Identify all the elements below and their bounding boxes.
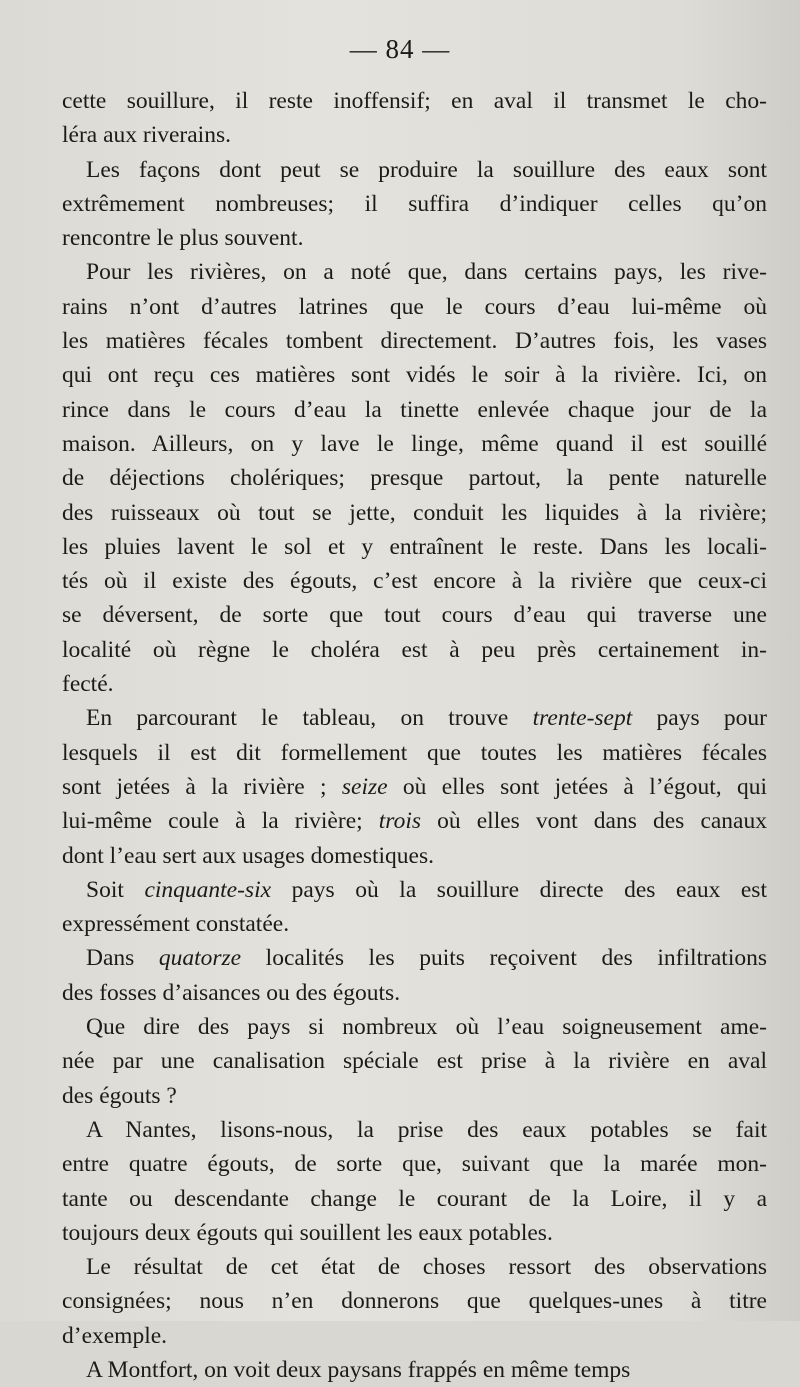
- page-number: — 84 —: [349, 34, 451, 64]
- italic-emphasis: seize: [341, 773, 388, 800]
- paragraph: [62, 701, 767, 872]
- text-line: [62, 118, 767, 152]
- text-line: [62, 187, 767, 221]
- text-segment: Le résultat de cet état de choses ressort des observations: [86, 1254, 767, 1281]
- text-line: [62, 770, 767, 804]
- text-segment: Que dire des pays si nombreux où l’eau soigneusement ame-: [86, 1014, 767, 1041]
- text-segment: cette souillure, il reste inoffensif; en aval il transmet le cho-: [62, 88, 767, 114]
- text-segment: où elles sont jetées à l’égout, qui: [387, 773, 767, 800]
- text-line: [62, 1182, 767, 1216]
- text-segment: des ruisseaux où tout se jette, conduit les liquides à la rivière;: [62, 499, 767, 526]
- text-segment: de déjections cholériques; presque partout, la pente naturelle: [62, 465, 767, 492]
- text-line: [62, 393, 767, 427]
- text-segment: rencontre le plus souvent.: [62, 225, 304, 252]
- text-line: [62, 221, 767, 255]
- text-line: [62, 564, 767, 598]
- text-line: [62, 153, 767, 187]
- text-segment: toujours deux égouts qui souillent les eaux potables.: [62, 1219, 553, 1246]
- text-line: [62, 976, 767, 1010]
- text-segment: localités les puits reçoivent des infiltrations: [241, 945, 767, 972]
- text-segment: Soit: [86, 876, 145, 903]
- text-segment: des fosses d’aisances ou des égouts.: [62, 979, 401, 1006]
- text-segment: localité où règne le choléra est à peu près certainement in-: [62, 636, 767, 663]
- italic-emphasis: trois: [378, 808, 421, 835]
- text-segment: se déversent, de sorte que tout cours d’eau qui traverse une: [62, 602, 767, 629]
- paragraph: [62, 1010, 767, 1113]
- text-segment: Pour les rivières, on a noté que, dans certains pays, les rive-: [86, 259, 767, 286]
- text-segment: extrêmement nombreuses; il suffira d’indiquer celles qu’on: [62, 190, 767, 217]
- text-line: [62, 598, 767, 632]
- text-segment: les matières fécales tombent directement. D’autres fois, les vases: [62, 328, 767, 355]
- paragraph: [62, 1113, 767, 1250]
- text-segment: les pluies lavent le sol et y entraînent le reste. Dans les locali-: [62, 533, 767, 560]
- text-segment: pays pour: [632, 705, 768, 732]
- text-segment: A Nantes, lisons-nous, la prise des eaux potables se fait: [86, 1116, 767, 1143]
- text-line: [62, 633, 767, 667]
- text-line: [62, 255, 767, 289]
- text-segment: entre quatre égouts, de sorte que, suivant que la marée mon-: [62, 1151, 767, 1178]
- text-line: [62, 1319, 767, 1353]
- text-line: [62, 873, 767, 907]
- text-segment: lui-même coule à la rivière;: [62, 808, 379, 835]
- text-line: [62, 1250, 767, 1284]
- text-segment: Dans: [86, 945, 159, 972]
- paragraph: [62, 1250, 767, 1353]
- text-line: [62, 736, 767, 770]
- text-segment: tante ou descendante change le courant de la Loire, il y a: [62, 1185, 767, 1212]
- text-line: [62, 804, 767, 838]
- text-line: [62, 530, 767, 564]
- text-segment: lesquels il est dit formellement que toutes les matières fécales: [62, 739, 767, 766]
- paragraph: [62, 84, 767, 153]
- text-segment: léra aux riverains.: [62, 122, 231, 149]
- text-segment: née par une canalisation spéciale est prise à la rivière en aval: [62, 1048, 767, 1075]
- text-line: [62, 1044, 767, 1078]
- text-line: [62, 324, 767, 358]
- body-text: [62, 84, 767, 1387]
- text-line: [62, 701, 767, 735]
- text-line: [62, 1079, 767, 1113]
- text-line: [62, 839, 767, 873]
- italic-emphasis: trente-sept: [532, 705, 633, 732]
- text-line: [62, 1113, 767, 1147]
- text-line: [62, 1147, 767, 1181]
- text-line: [62, 461, 767, 495]
- text-line: [62, 427, 767, 461]
- text-line: [62, 1284, 767, 1318]
- text-segment: tés où il existe des égouts, c’est encore à la rivière que ceux-ci: [62, 568, 767, 595]
- paragraph: [62, 941, 767, 1010]
- text-line: [62, 1010, 767, 1044]
- text-line: [62, 667, 767, 701]
- text-line: [62, 358, 767, 392]
- paragraph: [62, 873, 767, 942]
- text-line: [62, 496, 767, 530]
- text-segment: consignées; nous n’en donnerons que quelques-unes à titre: [62, 1288, 767, 1315]
- text-segment: maison. Ailleurs, on y lave le linge, même quand il est souillé: [62, 430, 767, 457]
- paragraph: [62, 1353, 767, 1387]
- text-segment: En parcourant le tableau, on trouve: [86, 705, 533, 732]
- text-segment: rains n’ont d’autres latrines que le cours d’eau lui-même où: [62, 293, 767, 320]
- text-segment: A Montfort, on voit deux paysans frappés en même temps: [86, 1356, 631, 1383]
- text-segment: expressément constatée.: [62, 911, 290, 938]
- italic-emphasis: cinquante-six: [144, 876, 272, 903]
- text-segment: Les façons dont peut se produire la souillure des eaux sont: [86, 156, 767, 183]
- text-segment: fecté.: [62, 671, 114, 698]
- text-segment: pays où la souillure directe des eaux est: [271, 876, 767, 903]
- text-segment: sont jetées à la rivière ;: [62, 773, 342, 800]
- italic-emphasis: quatorze: [158, 945, 242, 972]
- text-line: [62, 1353, 767, 1387]
- text-segment: rince dans le cours d’eau la tinette enlevée chaque jour de la: [62, 396, 767, 423]
- text-segment: qui ont reçu ces matières sont vidés le soir à la rivière. Ici, on: [62, 362, 767, 389]
- text-line: [62, 290, 767, 324]
- text-line: [62, 907, 767, 941]
- text-segment: dont l’eau sert aux usages domestiques.: [62, 842, 434, 869]
- text-line: [62, 941, 767, 975]
- paragraph: [62, 153, 767, 256]
- text-segment: des égouts ?: [62, 1082, 177, 1109]
- text-line: [62, 1216, 767, 1250]
- text-segment: où elles vont dans des canaux: [421, 808, 767, 835]
- text-line: [62, 84, 767, 118]
- paragraph: [62, 255, 767, 701]
- text-segment: d’exemple.: [62, 1322, 168, 1349]
